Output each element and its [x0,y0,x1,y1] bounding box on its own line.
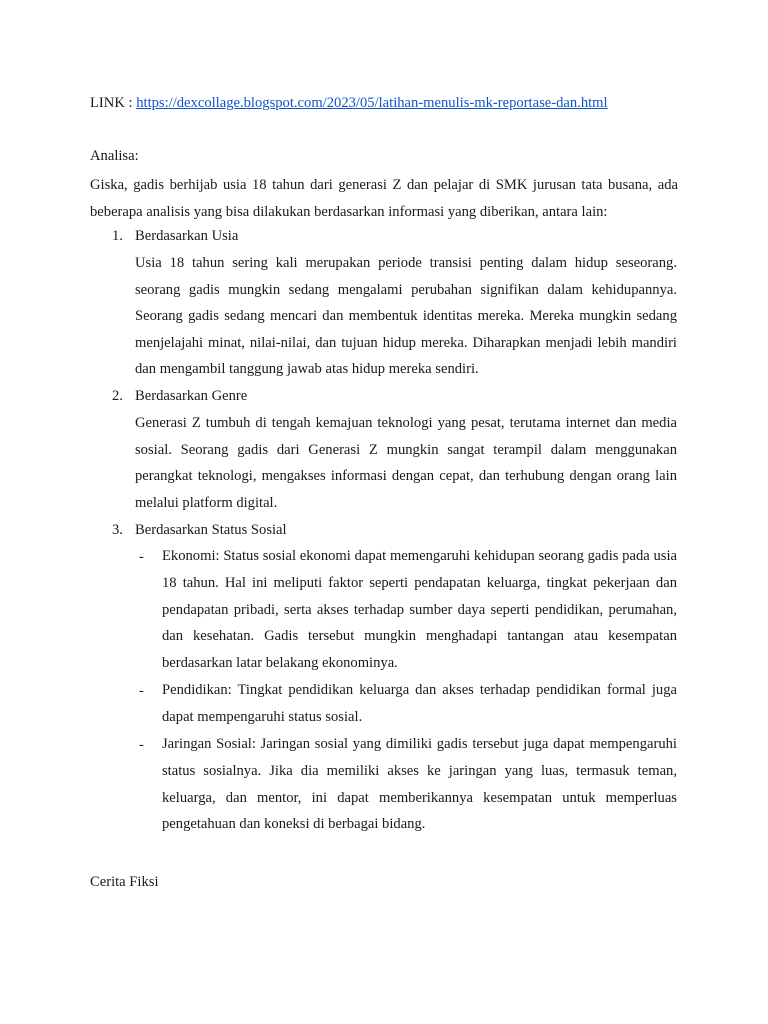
link-line [90,93,608,113]
list-title-3: Berdasarkan Status Sosial [135,522,287,538]
analisa-heading: Analisa: [90,148,139,164]
bullet-dash: - [139,737,144,753]
bullet-pendidikan: Pendidikan: Tingkat pendidikan keluarga dan akses terhadap pendidikan formal juga dapat mempengaruhi status sosial. [162,682,677,725]
list-number-2: 2. [112,388,123,404]
bullet-dash: - [139,549,144,565]
list-number-3: 3. [112,522,123,538]
list-number-1: 1. [112,228,123,244]
bullet-dash: - [139,683,144,699]
bullet-ekonomi: Ekonomi: Status sosial ekonomi dapat memengaruhi kehidupan seorang gadis pada usia 18 tahun. Hal ini meliputi faktor seperti pendapatan keluarga, tingkat pekerjaan dan pendapatan pribadi, serta akses terhadap sumber daya seperti pendidikan, perumahan, dan kesehatan. Gadis tersebut mungkin menghadapi tantangan atau kesempatan berdasarkan latar belakang ekonominya. [162,548,677,672]
list-title-2: Berdasarkan Genre [135,388,248,404]
bullet-jaringan-sosial: Jaringan Sosial: Jaringan sosial yang dimiliki gadis tersebut juga dapat mempengaruhi status sosialnya. Jika dia memiliki akses ke jaringan yang luas, termasuk teman, keluarga, dan mentor, ini dapat memberikannya kesempatan untuk memperluas pengetahuan dan koneksi di berbagai bidang. [162,736,677,833]
list-title-1: Berdasarkan Usia [135,228,239,244]
list-paragraph-2: Generasi Z tumbuh di tengah kemajuan teknologi yang pesat, terutama internet dan media sosial. Seorang gadis dari Generasi Z mungkin sangat terampil dalam menggunakan perangkat teknologi, mengakses informasi dengan cepat, dan terhubung dengan orang lain melalui platform digital. [135,415,677,511]
cerita-fiksi-heading: Cerita Fiksi [90,874,159,890]
blog-link[interactable]: https://dexcollage.blogspot.com/2023/05/latihan-menulis-mk-reportase-dan.html [136,95,608,111]
intro-paragraph: Giska, gadis berhijab usia 18 tahun dari generasi Z dan pelajar di SMK jurusan tata busana, ada beberapa analisis yang bisa dilakukan berdasarkan informasi yang diberikan, antara lain: [90,177,678,220]
list-paragraph-1: Usia 18 tahun sering kali merupakan periode transisi penting dalam hidup seseorang. seorang gadis mungkin sedang mengalami perubahan signifikan dalam kehidupannya. Seorang gadis sedang mencari dan membentuk identitas mereka. Mereka mungkin sedang menjelajahi minat, nilai-nilai, dan tujuan hidup mereka. Diharapkan menjadi lebih mandiri dan mengambil tanggung jawab atas hidup mereka sendiri. [135,255,677,378]
link-label: LINK : [90,95,137,111]
